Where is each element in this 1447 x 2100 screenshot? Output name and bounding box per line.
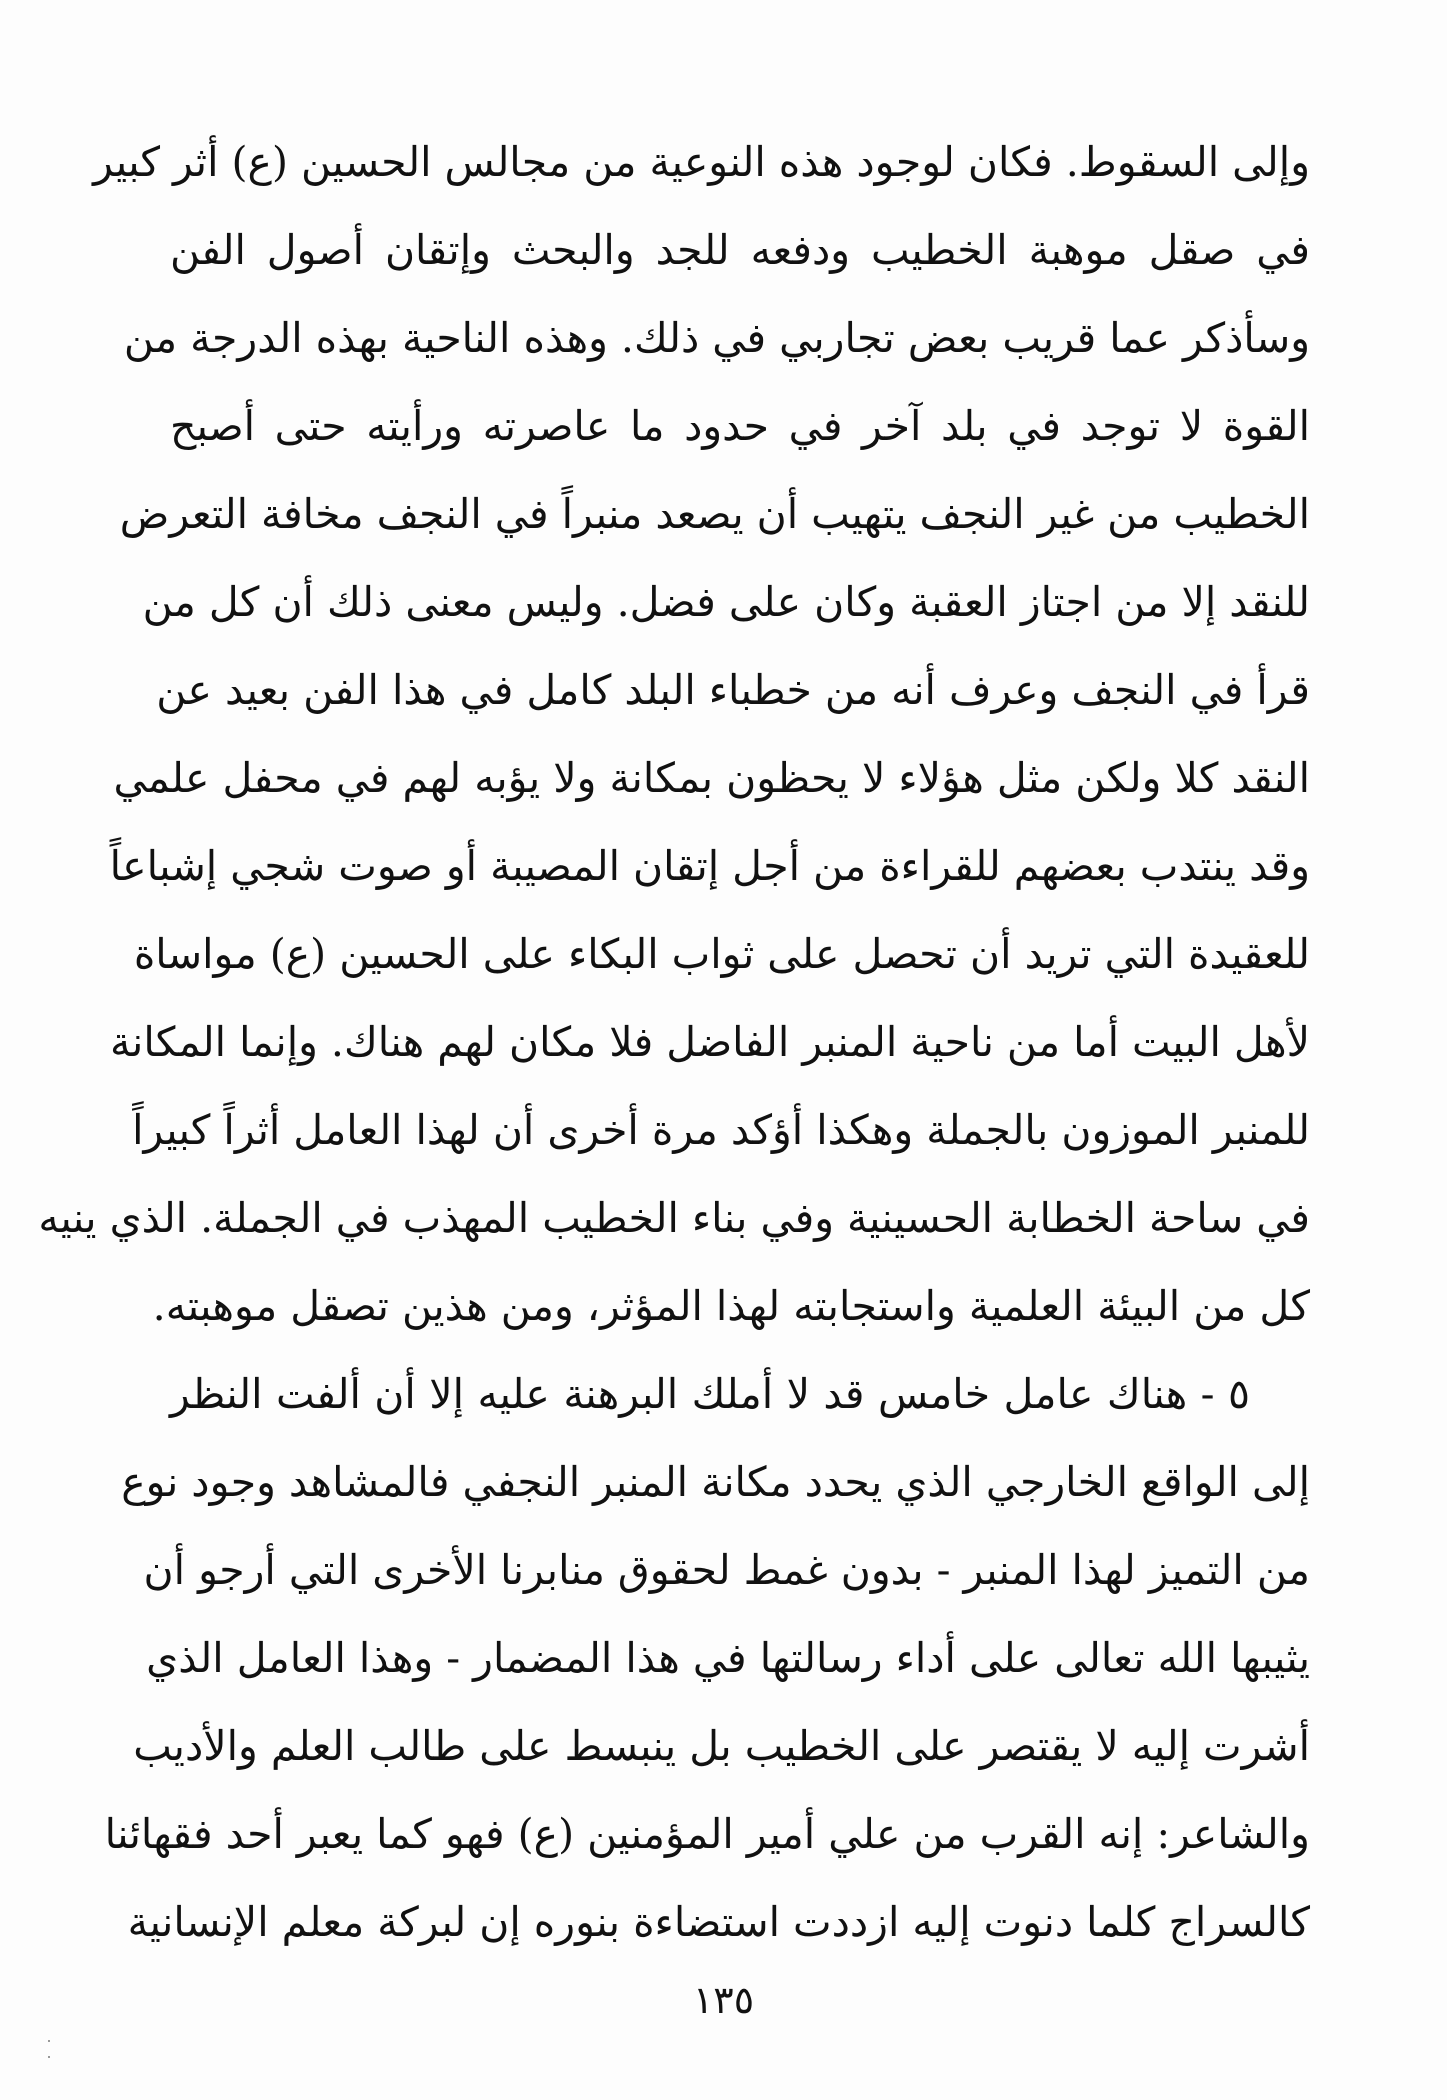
page-number: ١٣٥ bbox=[692, 1978, 755, 2022]
text-line: في ساحة الخطابة الحسينية وفي بناء الخطيب المهذب في الجملة. الذي ينيه bbox=[38, 1194, 1310, 1242]
paragraph-end-line: كل من البيئة العلمية واستجابته لهذا المؤثر، ومن هذين تصقل موهبته. bbox=[152, 1282, 1310, 1330]
text-line: والشاعر: إنه القرب من علي أمير المؤمنين (ع) فهو كما يعبر أحد فقهائنا bbox=[104, 1810, 1310, 1858]
text-line: من التميز لهذا المنبر - بدون غمط لحقوق منابرنا الأخرى التي أرجو أن bbox=[143, 1546, 1310, 1594]
text-line: للعقيدة التي تريد أن تحصل على ثواب البكاء على الحسين (ع) مواساة bbox=[133, 930, 1310, 978]
paragraph-start-line: ٥ - هناك عامل خامس قد لا أملك البرهنة عليه إلا أن ألفت النظر bbox=[170, 1370, 1250, 1418]
text-line: وإلى السقوط. فكان لوجود هذه النوعية من مجالس الحسين (ع) أثر كبير bbox=[93, 138, 1310, 186]
text-line: إلى الواقع الخارجي الذي يحدد مكانة المنبر النجفي فالمشاهد وجود نوع bbox=[121, 1458, 1310, 1506]
text-line: في صقل موهبة الخطيب ودفعه للجد والبحث وإتقان أصول الفن bbox=[170, 226, 1310, 274]
text-line: قرأ في النجف وعرف أنه من خطباء البلد كامل في هذا الفن بعيد عن bbox=[156, 666, 1310, 714]
text-line: النقد كلا ولكن مثل هؤلاء لا يحظون بمكانة ولا يؤبه لهم في محفل علمي bbox=[113, 754, 1310, 802]
scan-dot bbox=[48, 2040, 50, 2042]
text-line: وسأذكر عما قريب بعض تجاربي في ذلك. وهذه الناحية بهذه الدرجة من bbox=[123, 314, 1310, 362]
text-line: أشرت إليه لا يقتصر على الخطيب بل ينبسط على طالب العلم والأديب bbox=[133, 1722, 1310, 1770]
text-line: القوة لا توجد في بلد آخر في حدود ما عاصرته ورأيته حتى أصبح bbox=[170, 402, 1310, 450]
text-line: الخطيب من غير النجف يتهيب أن يصعد منبراً في النجف مخافة التعرض bbox=[119, 490, 1310, 538]
text-line: لأهل البيت أما من ناحية المنبر الفاضل فلا مكان لهم هناك. وإنما المكانة bbox=[109, 1018, 1310, 1066]
text-line: للنقد إلا من اجتاز العقبة وكان على فضل. وليس معنى ذلك أن كل من bbox=[142, 578, 1310, 626]
text-line: وقد ينتدب بعضهم للقراءة من أجل إتقان المصيبة أو صوت شجي إشباعاً bbox=[109, 842, 1310, 890]
scan-dot bbox=[48, 2056, 50, 2058]
text-line: يثيبها الله تعالى على أداء رسالتها في هذا المضمار - وهذا العامل الذي bbox=[146, 1634, 1310, 1682]
scan-artifact-dots bbox=[48, 2040, 54, 2080]
text-line: كالسراج كلما دنوت إليه ازددت استضاءة بنوره إن لبركة معلم الإنسانية bbox=[127, 1898, 1310, 1946]
body-text bbox=[38, 118, 1310, 1966]
text-line: للمنبر الموزون بالجملة وهكذا أؤكد مرة أخرى أن لهذا العامل أثراً كبيراً bbox=[132, 1106, 1310, 1154]
